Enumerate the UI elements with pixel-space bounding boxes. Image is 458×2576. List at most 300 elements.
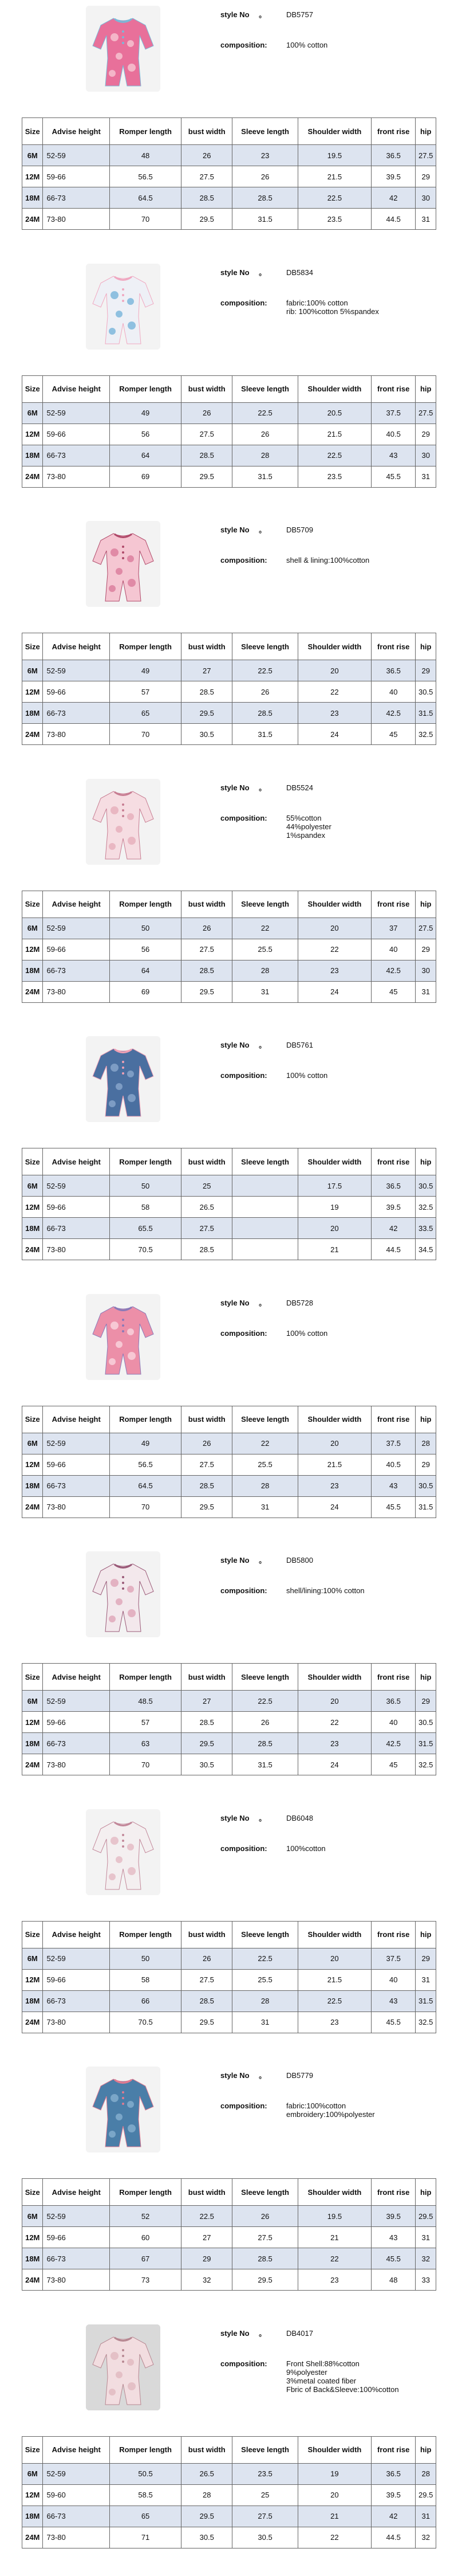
- table-cell: 26: [232, 166, 298, 187]
- style-row: [220, 1814, 444, 1822]
- column-header: Sleeve length: [232, 1664, 298, 1691]
- table-cell: 31.5: [416, 1496, 436, 1518]
- composition-label: composition:: [220, 298, 267, 307]
- table-cell: 52-59: [43, 1948, 109, 1969]
- table-cell: 26: [181, 918, 232, 939]
- romper-image: [86, 1294, 160, 1380]
- table-cell: 31: [232, 2012, 298, 2033]
- table-cell: 24: [298, 1496, 371, 1518]
- table-row: [22, 1175, 436, 1197]
- product-photo: [86, 1551, 160, 1637]
- table-cell: 39.5: [371, 1197, 415, 1218]
- column-header: Romper length: [109, 118, 181, 145]
- table-cell: 56: [109, 939, 181, 960]
- composition-row: [220, 556, 444, 564]
- table-cell: 31.5: [416, 703, 436, 724]
- table-cell: 34.5: [416, 1239, 436, 1260]
- table-cell: 21: [298, 1239, 371, 1260]
- product-info: [220, 1299, 444, 1359]
- table-cell: 28.5: [181, 445, 232, 466]
- table-cell: 24M: [22, 1239, 43, 1260]
- column-header: Shoulder width: [298, 118, 371, 145]
- table-row: [22, 2206, 436, 2227]
- table-cell: 27.5: [181, 166, 232, 187]
- composition-value: 100% cotton: [286, 1328, 328, 1338]
- table-row: [22, 1948, 436, 1969]
- column-header: Romper length: [109, 375, 181, 402]
- style-no-value: DB5728: [286, 1298, 313, 1307]
- table-cell: 22: [298, 681, 371, 703]
- table-cell: 22: [298, 2248, 371, 2269]
- composition-row: [220, 2359, 444, 2394]
- composition-label: composition:: [220, 813, 267, 822]
- table-cell: 71: [109, 2527, 181, 2548]
- style-row: [220, 10, 444, 19]
- table-cell: 20: [298, 1948, 371, 1969]
- composition-row: [220, 41, 444, 49]
- table-cell: 70: [109, 209, 181, 230]
- table-header-row: [22, 633, 436, 660]
- table-header-row: [22, 118, 436, 145]
- column-header: front rise: [371, 1406, 415, 1433]
- table-cell: 39.5: [371, 2484, 415, 2506]
- column-header: Sleeve length: [232, 375, 298, 402]
- product-photo: [86, 1036, 160, 1122]
- column-header: Size: [22, 633, 43, 660]
- table-cell: 18M: [22, 2506, 43, 2527]
- table-cell: 30.5: [416, 1712, 436, 1733]
- table-cell: 22.5: [181, 2206, 232, 2227]
- column-header: hip: [416, 375, 436, 402]
- table-cell: 31: [416, 209, 436, 230]
- table-cell: 31.5: [416, 1990, 436, 2012]
- column-header: Sleeve length: [232, 633, 298, 660]
- table-cell: 19.5: [298, 145, 371, 166]
- composition-value: 100% cotton: [286, 1071, 328, 1080]
- table-cell: 73-80: [43, 209, 109, 230]
- product-section: [0, 2319, 458, 2576]
- table-cell: 56.5: [109, 1454, 181, 1475]
- column-header: bust width: [181, 118, 232, 145]
- table-row: [22, 1733, 436, 1754]
- table-cell: 22.5: [232, 660, 298, 681]
- table-cell: 29.5: [416, 2206, 436, 2227]
- table-cell: 12M: [22, 1712, 43, 1733]
- table-cell: 52-59: [43, 918, 109, 939]
- style-no-value: DB5800: [286, 1556, 313, 1565]
- column-header: Sleeve length: [232, 2436, 298, 2463]
- table-row: [22, 1712, 436, 1733]
- romper-image: [86, 779, 160, 865]
- table-cell: 69: [109, 981, 181, 1002]
- product-info: [220, 2071, 444, 2140]
- table-cell: 27: [181, 1691, 232, 1712]
- style-no-value: DB5761: [286, 1041, 313, 1049]
- table-cell: 66-73: [43, 960, 109, 981]
- table-cell: 52-59: [43, 2463, 109, 2484]
- table-cell: 66: [109, 1990, 181, 2012]
- column-header: front rise: [371, 2436, 415, 2463]
- column-header: bust width: [181, 633, 232, 660]
- table-cell: 73-80: [43, 1754, 109, 1775]
- column-header: Shoulder width: [298, 2179, 371, 2206]
- table-cell: 20: [298, 918, 371, 939]
- table-cell: 21: [298, 2227, 371, 2248]
- table-cell: 67: [109, 2248, 181, 2269]
- column-header: Sleeve length: [232, 1148, 298, 1175]
- table-cell: 48: [109, 145, 181, 166]
- column-header: front rise: [371, 118, 415, 145]
- table-cell: 66-73: [43, 445, 109, 466]
- table-cell: 28.5: [181, 1990, 232, 2012]
- product-photo: [86, 264, 160, 350]
- table-row: [22, 703, 436, 724]
- table-cell: 50: [109, 918, 181, 939]
- style-no-value: DB5709: [286, 526, 313, 534]
- table-cell: 22: [232, 918, 298, 939]
- table-header-row: [22, 2179, 436, 2206]
- table-cell: 32: [181, 2269, 232, 2291]
- table-cell: 12M: [22, 1197, 43, 1218]
- column-header: bust width: [181, 375, 232, 402]
- table-cell: 25.5: [232, 1454, 298, 1475]
- table-cell: 31.5: [416, 1733, 436, 1754]
- romper-image: [86, 2067, 160, 2152]
- column-header: Romper length: [109, 1406, 181, 1433]
- column-header: Size: [22, 118, 43, 145]
- product-photo: [86, 1294, 160, 1380]
- table-cell: 23: [298, 1475, 371, 1496]
- table-header-row: [22, 1406, 436, 1433]
- table-cell: 25.5: [232, 1969, 298, 1990]
- product-info: [220, 10, 444, 71]
- column-header: Shoulder width: [298, 375, 371, 402]
- romper-image: [86, 1809, 160, 1895]
- composition-value: shell/lining:100% cotton: [286, 1586, 365, 1595]
- table-cell: 32.5: [416, 1754, 436, 1775]
- composition-value: Front Shell:88%cotton 9%polyester 3%metal coated fiber Fbric of Back&Sleeve:100%cotton: [286, 2359, 399, 2394]
- table-cell: 59-66: [43, 1969, 109, 1990]
- table-cell: 29: [416, 424, 436, 445]
- table-cell: 66-73: [43, 2506, 109, 2527]
- table-cell: 57: [109, 681, 181, 703]
- table-cell: 21: [298, 2506, 371, 2527]
- table-cell: 24M: [22, 1496, 43, 1518]
- table-cell: 52-59: [43, 1691, 109, 1712]
- table-cell: 40: [371, 681, 415, 703]
- table-cell: 25: [232, 2484, 298, 2506]
- table-cell: 66-73: [43, 187, 109, 209]
- style-no-label: style No 。: [220, 268, 267, 277]
- table-cell: 24: [298, 981, 371, 1002]
- product-section: [0, 1803, 458, 2061]
- product-section: [0, 1030, 458, 1288]
- table-cell: 18M: [22, 1475, 43, 1496]
- table-cell: 28.5: [232, 2248, 298, 2269]
- composition-row: [220, 1844, 444, 1853]
- column-header: hip: [416, 2436, 436, 2463]
- table-cell: 50.5: [109, 2463, 181, 2484]
- style-no-label: style No 。: [220, 1041, 267, 1049]
- table-cell: 50: [109, 1948, 181, 1969]
- table-cell: 70: [109, 724, 181, 745]
- table-cell: 28.5: [181, 960, 232, 981]
- table-cell: 73-80: [43, 2269, 109, 2291]
- table-cell: 29.5: [416, 2484, 436, 2506]
- table-cell: 73-80: [43, 466, 109, 487]
- column-header: bust width: [181, 1664, 232, 1691]
- table-cell: 28.5: [232, 703, 298, 724]
- table-row: [22, 681, 436, 703]
- table-cell: 30: [416, 960, 436, 981]
- table-cell: 29.5: [181, 209, 232, 230]
- table-row: [22, 918, 436, 939]
- table-row: [22, 1990, 436, 2012]
- composition-label: composition:: [220, 556, 267, 564]
- table-cell: 12M: [22, 424, 43, 445]
- table-cell: 28: [416, 2463, 436, 2484]
- table-cell: 25: [181, 1175, 232, 1197]
- table-cell: 27: [181, 2227, 232, 2248]
- table-cell: 24M: [22, 2269, 43, 2291]
- table-cell: 27.5: [232, 2227, 298, 2248]
- table-cell: 24M: [22, 2012, 43, 2033]
- table-cell: 28: [232, 1475, 298, 1496]
- column-header: Sleeve length: [232, 2179, 298, 2206]
- table-cell: 42: [371, 2506, 415, 2527]
- table-cell: 27.5: [181, 424, 232, 445]
- table-cell: [232, 1218, 298, 1239]
- table-cell: 44.5: [371, 209, 415, 230]
- table-cell: 31: [416, 466, 436, 487]
- table-cell: 66-73: [43, 1733, 109, 1754]
- table-cell: 37: [371, 918, 415, 939]
- table-cell: 29.5: [181, 466, 232, 487]
- column-header: front rise: [371, 633, 415, 660]
- table-cell: 22: [232, 1433, 298, 1454]
- table-cell: 52: [109, 2206, 181, 2227]
- column-header: bust width: [181, 2179, 232, 2206]
- table-cell: 31.5: [232, 466, 298, 487]
- table-cell: 24: [298, 1754, 371, 1775]
- table-cell: 22.5: [298, 445, 371, 466]
- size-table: [22, 891, 436, 1003]
- table-cell: 40: [371, 939, 415, 960]
- table-cell: 73-80: [43, 981, 109, 1002]
- table-row: [22, 981, 436, 1002]
- table-cell: 29: [416, 939, 436, 960]
- composition-label: composition:: [220, 2101, 267, 2110]
- table-cell: 44.5: [371, 2527, 415, 2548]
- table-cell: 37.5: [371, 1433, 415, 1454]
- table-cell: 40.5: [371, 1454, 415, 1475]
- style-row: [220, 1299, 444, 1307]
- table-cell: 24M: [22, 981, 43, 1002]
- table-header-row: [22, 2436, 436, 2463]
- table-cell: 31.5: [232, 1754, 298, 1775]
- product-info: [220, 526, 444, 586]
- romper-image: [86, 2324, 160, 2410]
- table-row: [22, 402, 436, 424]
- style-row: [220, 2329, 444, 2338]
- column-header: Advise height: [43, 1406, 109, 1433]
- product-info: [220, 1556, 444, 1617]
- table-cell: 21.5: [298, 424, 371, 445]
- table-cell: 27.5: [181, 1454, 232, 1475]
- romper-image: [86, 521, 160, 607]
- table-row: [22, 1454, 436, 1475]
- column-header: Shoulder width: [298, 891, 371, 918]
- table-cell: 50: [109, 1175, 181, 1197]
- table-cell: 30.5: [181, 724, 232, 745]
- column-header: Size: [22, 375, 43, 402]
- column-header: bust width: [181, 891, 232, 918]
- column-header: front rise: [371, 891, 415, 918]
- style-no-label: style No 。: [220, 10, 267, 19]
- table-cell: 45.5: [371, 466, 415, 487]
- table-cell: 23: [298, 703, 371, 724]
- table-cell: 26: [181, 145, 232, 166]
- table-cell: 31: [416, 2506, 436, 2527]
- style-no-value: DB4017: [286, 2328, 313, 2338]
- table-cell: 59-66: [43, 939, 109, 960]
- table-row: [22, 724, 436, 745]
- table-cell: 23.5: [298, 209, 371, 230]
- table-cell: 24M: [22, 209, 43, 230]
- style-row: [220, 268, 444, 277]
- table-cell: 73: [109, 2269, 181, 2291]
- table-header-row: [22, 1664, 436, 1691]
- table-cell: 6M: [22, 660, 43, 681]
- size-table: [22, 633, 436, 745]
- table-cell: 6M: [22, 918, 43, 939]
- size-table: [22, 2178, 436, 2291]
- table-cell: 28.5: [181, 681, 232, 703]
- composition-value: shell & lining:100%cotton: [286, 556, 370, 564]
- style-no-label: style No 。: [220, 783, 267, 792]
- table-row: [22, 424, 436, 445]
- column-header: hip: [416, 2179, 436, 2206]
- product-section: [0, 2061, 458, 2319]
- table-cell: 63: [109, 1733, 181, 1754]
- column-header: Sleeve length: [232, 1921, 298, 1948]
- table-cell: 6M: [22, 1433, 43, 1454]
- table-cell: 65: [109, 2506, 181, 2527]
- column-header: Romper length: [109, 1921, 181, 1948]
- composition-label: composition:: [220, 1328, 267, 1338]
- table-cell: 27.5: [181, 1969, 232, 1990]
- table-cell: 29: [416, 1691, 436, 1712]
- table-cell: 29.5: [181, 2012, 232, 2033]
- table-row: [22, 2484, 436, 2506]
- table-cell: 27.5: [416, 402, 436, 424]
- table-cell: 6M: [22, 145, 43, 166]
- table-cell: 36.5: [371, 1691, 415, 1712]
- table-header-row: [22, 375, 436, 402]
- table-cell: 22.5: [232, 1691, 298, 1712]
- column-header: bust width: [181, 1148, 232, 1175]
- table-cell: 18M: [22, 2248, 43, 2269]
- column-header: hip: [416, 1148, 436, 1175]
- size-table: [22, 117, 436, 230]
- table-cell: 73-80: [43, 2527, 109, 2548]
- table-cell: 29.5: [232, 2269, 298, 2291]
- style-row: [220, 526, 444, 534]
- table-cell: 12M: [22, 2484, 43, 2506]
- style-row: [220, 2071, 444, 2080]
- table-cell: 36.5: [371, 145, 415, 166]
- product-section: [0, 0, 458, 258]
- table-cell: 65.5: [109, 1218, 181, 1239]
- table-cell: 18M: [22, 703, 43, 724]
- table-row: [22, 1433, 436, 1454]
- table-cell: 6M: [22, 1175, 43, 1197]
- table-cell: 23: [298, 2012, 371, 2033]
- product-photo: [86, 2324, 160, 2410]
- column-header: hip: [416, 1406, 436, 1433]
- table-cell: 23: [298, 960, 371, 981]
- table-cell: 28.5: [232, 1733, 298, 1754]
- table-cell: 37.5: [371, 402, 415, 424]
- table-cell: 12M: [22, 2227, 43, 2248]
- table-cell: 52-59: [43, 1175, 109, 1197]
- composition-label: composition:: [220, 1071, 267, 1080]
- column-header: Size: [22, 1921, 43, 1948]
- table-cell: 24M: [22, 1754, 43, 1775]
- table-cell: 12M: [22, 166, 43, 187]
- table-cell: 32: [416, 2527, 436, 2548]
- table-cell: 60: [109, 2227, 181, 2248]
- composition-row: [220, 1586, 444, 1595]
- table-cell: 19: [298, 1197, 371, 1218]
- column-header: hip: [416, 118, 436, 145]
- style-no-label: style No 。: [220, 526, 267, 534]
- table-cell: 22: [298, 939, 371, 960]
- product-photo: [86, 779, 160, 865]
- table-cell: 30: [416, 445, 436, 466]
- column-header: Shoulder width: [298, 1148, 371, 1175]
- product-info: [220, 2329, 444, 2416]
- size-table: [22, 375, 436, 488]
- table-cell: 48: [371, 2269, 415, 2291]
- table-cell: 45.5: [371, 2012, 415, 2033]
- table-cell: [232, 1239, 298, 1260]
- table-cell: 26: [232, 681, 298, 703]
- column-header: front rise: [371, 1921, 415, 1948]
- table-row: [22, 2012, 436, 2033]
- column-header: Advise height: [43, 118, 109, 145]
- table-cell: 22.5: [232, 402, 298, 424]
- table-cell: 26.5: [181, 1197, 232, 1218]
- table-cell: 30.5: [181, 2527, 232, 2548]
- table-cell: 29: [416, 166, 436, 187]
- table-cell: 28.5: [232, 187, 298, 209]
- table-cell: 20: [298, 1433, 371, 1454]
- column-header: Romper length: [109, 633, 181, 660]
- table-cell: 43: [371, 1475, 415, 1496]
- table-row: [22, 939, 436, 960]
- composition-label: composition:: [220, 41, 267, 49]
- table-cell: 64.5: [109, 187, 181, 209]
- table-cell: 20: [298, 2484, 371, 2506]
- column-header: Advise height: [43, 1148, 109, 1175]
- table-cell: 28.5: [181, 1475, 232, 1496]
- table-cell: 31.5: [232, 209, 298, 230]
- composition-row: [220, 1071, 444, 1080]
- table-cell: 22: [298, 2527, 371, 2548]
- product-section: [0, 258, 458, 516]
- table-cell: 12M: [22, 681, 43, 703]
